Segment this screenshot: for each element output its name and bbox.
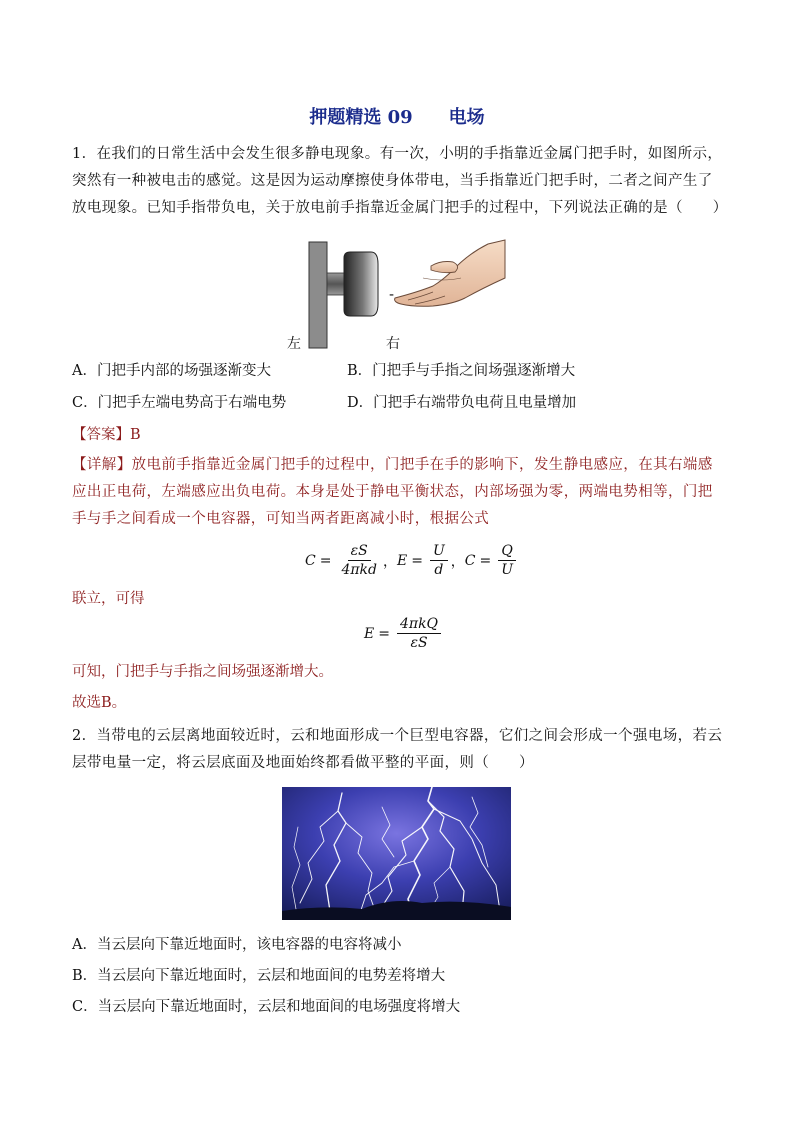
- fraction-es-4pikd: [338, 542, 380, 579]
- numerator: 4πkQ: [397, 615, 441, 634]
- symbol-c: C: [305, 552, 316, 569]
- q1-conclusion: 可知，门把手与手指之间场强逐渐增大。: [72, 664, 333, 680]
- equals-sign: =: [479, 552, 492, 569]
- figure-left-label: 左: [287, 336, 301, 352]
- symbol-e: E: [397, 552, 408, 569]
- symbol-e: E: [364, 625, 375, 642]
- numerator: U: [430, 542, 448, 561]
- equals-sign: =: [411, 552, 423, 569]
- question-1-stem: 1．在我们的日常生活中会发生很多静电现象。有一次，小明的手指靠近金属门把手时，如图所示，突然有一种被电击的感觉。这是因为运动摩擦使身体带电，当手指靠近门把手时，二者之间产生了放电现象。已知手指带负电，关于放电前手指靠近金属门把手的过程中，下列说法正确的是（ ）: [72, 146, 728, 216]
- q1-option-b[interactable]: B．门把手与手指之间场强逐渐增大: [347, 363, 576, 379]
- separator: ，: [383, 553, 398, 570]
- denominator: U: [501, 562, 514, 578]
- q1-option-d[interactable]: D．门把手右端带负电荷且电量增加: [347, 395, 577, 411]
- equals-sign: =: [319, 552, 332, 569]
- fraction-u-d: [430, 542, 448, 579]
- q1-combine: 联立，可得: [72, 591, 145, 607]
- answer-tag: 【答案】: [72, 427, 130, 443]
- separator: ，: [450, 553, 465, 570]
- handle-knob: [344, 252, 378, 316]
- charge-minus-sign: -: [389, 287, 395, 303]
- denominator: 4πkd: [341, 562, 378, 578]
- q2-option-c[interactable]: C．当云层向下靠近地面时，云层和地面间的电场强度将增大: [72, 999, 461, 1015]
- q2-option-a[interactable]: A．当云层向下靠近地面时，该电容器的电容将减小: [72, 937, 402, 953]
- denominator: εS: [410, 635, 428, 651]
- handle-stem: [327, 273, 344, 295]
- q1-detail: [72, 452, 724, 533]
- door-plate: [309, 242, 327, 348]
- symbol-c: C: [464, 552, 476, 569]
- numerator: εS: [348, 542, 371, 561]
- q1-option-a[interactable]: A．门把手内部的场强逐渐变大: [72, 363, 271, 379]
- denominator: d: [434, 562, 444, 578]
- q1-choose: 故选B。: [72, 695, 127, 711]
- page-title: 押题精选 09 电场: [309, 107, 485, 128]
- lightning-image: [282, 787, 511, 920]
- detail-tag: 【详解】: [72, 457, 132, 473]
- q1-option-c[interactable]: C．门把手左端电势高于右端电势: [72, 395, 287, 411]
- q1-answer: [72, 425, 141, 445]
- fraction-q-u: [498, 542, 516, 579]
- numerator: Q: [498, 542, 515, 561]
- figure-right-label: 右: [386, 336, 400, 352]
- q2-option-b[interactable]: B．当云层向下靠近地面时，云层和地面间的电势差将增大: [72, 968, 446, 984]
- hand-shape: [395, 240, 505, 306]
- formula-capacitance: [305, 542, 519, 579]
- formula-field-strength: [364, 615, 444, 652]
- question-2-stem: 2．当带电的云层离地面较近时，云和地面形成一个巨型电容器，它们之间会形成一个强电场，若云层带电量一定，将云层底面及地面始终都看做平整的平面，则（ ）: [72, 728, 723, 771]
- detail-text: 放电前手指靠近金属门把手的过程中，门把手在手的影响下，发生静电感应，在其右端感应出正电荷，左端感应出负电荷。本身是处于静电平衡状态，内部场强为零，两端电势相等，门把手与手之间看成一个电容器，可知当两者距离减小时，根据公式: [72, 457, 713, 527]
- equals-sign: =: [378, 625, 390, 642]
- fraction-4pikq-es: [397, 615, 441, 652]
- answer-value: B: [130, 427, 141, 443]
